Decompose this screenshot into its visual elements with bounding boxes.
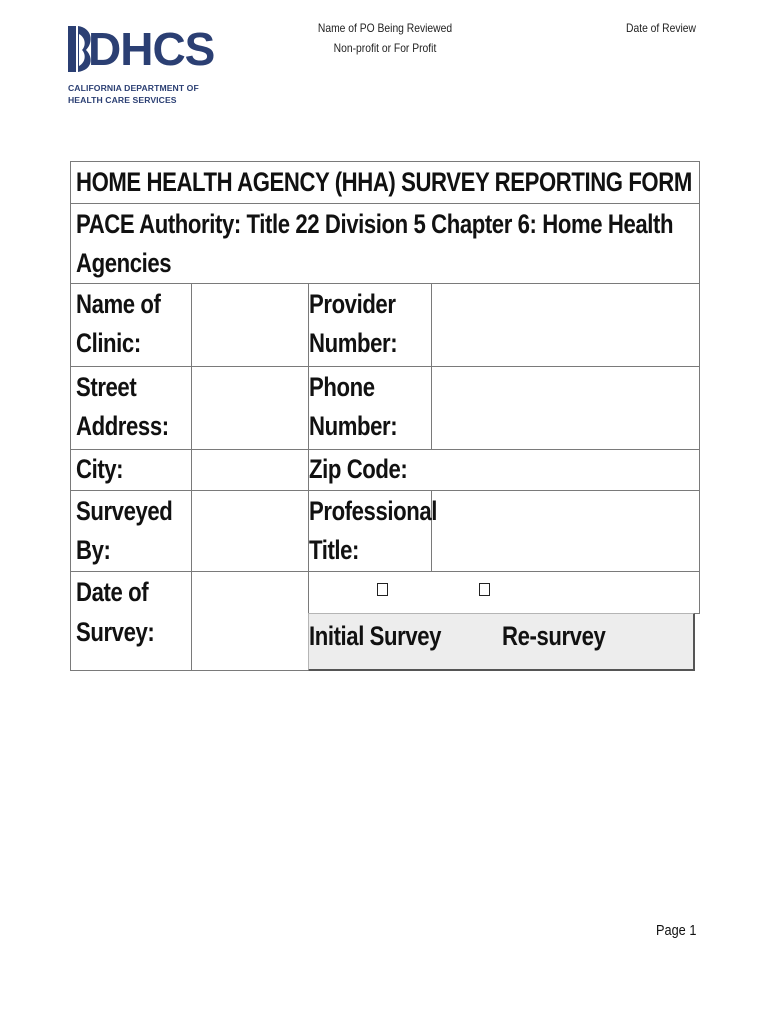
surveyed-by-label-line1: Surveyed (76, 496, 173, 526)
po-name-label: Name of PO Being Reviewed (317, 21, 453, 35)
city-field[interactable] (191, 449, 309, 491)
zip-code-label: Zip Code: (309, 454, 408, 484)
resurvey-checkbox[interactable] (479, 583, 490, 596)
authority-line1: PACE Authority: Title 22 Division 5 Chapter 6: Home Health (76, 209, 674, 239)
professional-title-field[interactable] (431, 490, 700, 572)
surveyed-by-label-line2: By: (76, 535, 111, 565)
logo-subtitle-line1: CALIFORNIA DEPARTMENT OF (68, 83, 199, 93)
resurvey-label: Re-survey (502, 621, 606, 651)
professional-title-label-line2: Title: (309, 535, 360, 565)
survey-form (70, 161, 700, 671)
clinic-name-label-line1: Name of (76, 289, 161, 319)
provider-label-line1: Provider (309, 289, 396, 319)
street-address-field[interactable] (191, 366, 309, 450)
logo-subtitle (68, 82, 199, 106)
provider-number-field[interactable] (431, 283, 700, 367)
phone-label-line1: Phone (309, 372, 375, 402)
form-title: HOME HEALTH AGENCY (HHA) SURVEY REPORTING FORM (76, 167, 692, 197)
surveyed-by-field[interactable] (191, 490, 309, 572)
profit-status-label: Non-profit or For Profit (333, 41, 437, 55)
date-of-survey-label-line1: Date of (76, 577, 149, 607)
po-review-header (312, 18, 458, 58)
phone-number-field[interactable] (431, 366, 700, 450)
date-of-survey-label-line2: Survey: (76, 617, 155, 647)
dhcs-logo (66, 22, 215, 110)
initial-survey-checkbox[interactable] (377, 583, 388, 596)
clinic-name-field[interactable] (191, 283, 309, 367)
initial-survey-label: Initial Survey (309, 621, 442, 651)
logo-subtitle-line2: HEALTH CARE SERVICES (68, 95, 177, 105)
city-label: City: (76, 454, 124, 484)
provider-label-line2: Number: (309, 328, 398, 358)
professional-title-label-line1: Professional (309, 496, 437, 526)
clinic-name-label-line2: Clinic: (76, 328, 141, 358)
date-of-survey-field[interactable] (191, 571, 309, 671)
logo-text: DHCS (88, 23, 215, 75)
phone-label-line2: Number: (309, 411, 398, 441)
date-of-review-label: Date of Review (626, 21, 696, 35)
authority-line2: Agencies (76, 248, 172, 278)
street-label-line1: Street (76, 372, 137, 402)
survey-type-checkbox-row (308, 571, 700, 614)
street-label-line2: Address: (76, 411, 169, 441)
page-number: Page 1 (656, 922, 697, 939)
